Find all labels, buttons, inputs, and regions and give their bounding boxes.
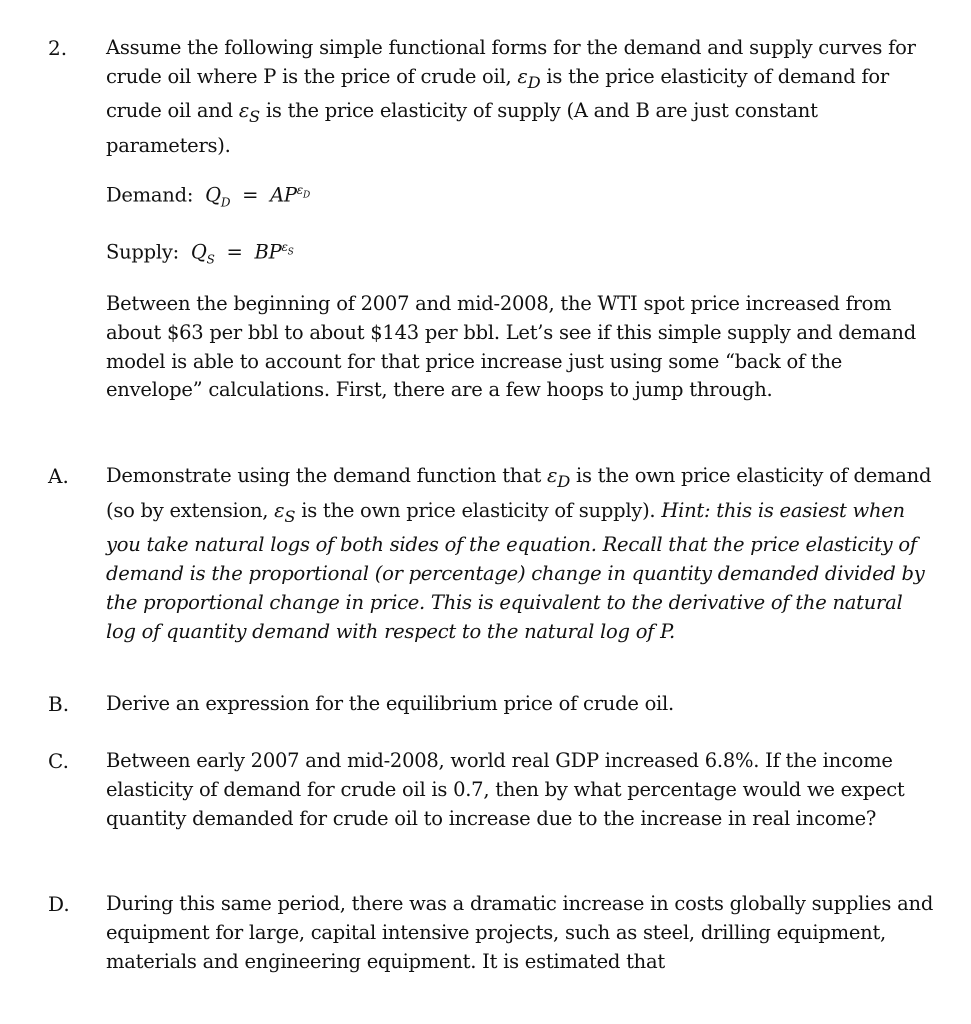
question-context: Between the beginning of 2007 and mid-2008, the WTI spot price increased from about $63 per bbl to about $143 per bbl. Let’s see if this simple supply and demand model is able to account for that price increase just using some “back of the envelope” calculations. First, there are a few hoops to jump through. <box>106 292 916 402</box>
part-a-hint: Hint: this is easiest when you take natural logs of both sides of the equation. Recall that the price elasticity of demand is the proportional (or percentage) change in quantity demanded divided by the proportional change in price. This is equivalent to the derivative of the natural log of quantity demand with respect to the natural log of P. <box>106 498 925 643</box>
part-a-text: Demonstrate using the demand function that $\varepsilon_D$ is the own price elasticity of demand (so by extension, $\varepsilon_S$ is the own price elasticity of supply). Hint: this is easiest when you take natural logs of both sides of the equation. Recall that the price elasticity of demand is the proportional (or percentage) change in quantity demanded divided by the proportional change in price. This is equivalent to the derivative of the natural log of quantity demand with respect to the natural log of P. <box>106 464 932 643</box>
question-intro: Assume the following simple functional forms for the demand and supply curves for crude oil where P is the price of crude oil, $\varepsilon_D$ is the price elasticity of demand for crude oil and $\varepsilon_S$ is the price elasticity of supply (A and B are just constant parameters). <box>106 36 916 158</box>
part-c-letter: C. <box>48 749 69 773</box>
part-b-text: Derive an expression for the equilibrium price of crude oil. <box>106 692 674 715</box>
part-d-letter: D. <box>48 892 70 916</box>
part-a-letter: A. <box>48 464 69 488</box>
part-d-text: During this same period, there was a dramatic increase in costs globally supplies and equipment for large, capital intensive projects, such as steel, drilling equipment, materials and engineering equipment. It is estimated that <box>106 892 934 973</box>
supply-equation: Supply: $Q_S = BP^{\varepsilon_S}$ <box>106 240 294 267</box>
demand-equation: Demand: $Q_D = AP^{\varepsilon_D}$ <box>106 183 310 210</box>
part-c-text: Between early 2007 and mid-2008, world real GDP increased 6.8%. If the income elasticity of demand for crude oil is 0.7, then by what percentage would we expect quantity demanded for crude oil to increase due to the increase in real income? <box>106 749 905 830</box>
question-number: 2. <box>48 36 68 60</box>
part-b-letter: B. <box>48 692 70 716</box>
